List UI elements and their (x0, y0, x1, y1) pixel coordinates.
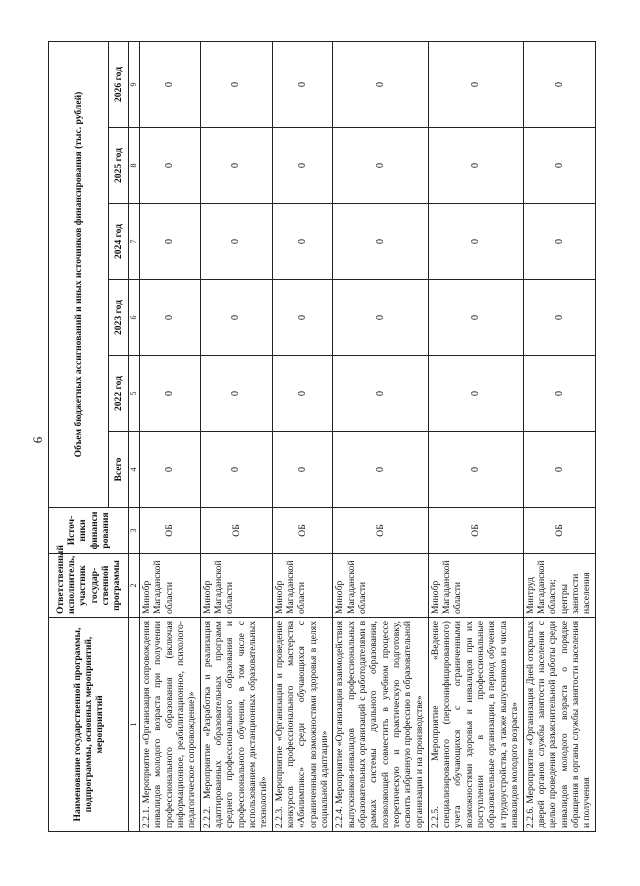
row-2025: 0 (200, 128, 272, 204)
row-2024: 0 (523, 204, 595, 280)
row-total: 0 (200, 432, 272, 508)
row-source: ОБ (200, 508, 272, 554)
row-executor: Минобр Магаданской области (333, 554, 428, 618)
row-total: 0 (428, 432, 523, 508)
column-index: 6 (129, 280, 140, 356)
header-source: Источ-ники финанси рования (49, 508, 129, 554)
header-volume: Объем бюджетных ассигнований и иных источников финансирования (тыс. рублей) (49, 41, 109, 507)
row-2026: 0 (140, 41, 201, 127)
row-2022: 0 (200, 356, 272, 432)
row-2022: 0 (428, 356, 523, 432)
row-2023: 0 (428, 280, 523, 356)
row-2024: 0 (272, 204, 333, 280)
row-2022: 0 (140, 356, 201, 432)
column-index: 7 (129, 204, 140, 280)
row-source: ОБ (272, 508, 333, 554)
header-total: Всего (109, 432, 129, 508)
table-row (428, 41, 523, 831)
row-2023: 0 (140, 280, 201, 356)
row-2023: 0 (333, 280, 428, 356)
row-2024: 0 (333, 204, 428, 280)
row-executor: Минобр Магаданской области (200, 554, 272, 618)
table-row (200, 41, 272, 831)
rotated-table-wrapper (48, 42, 596, 832)
row-source: ОБ (523, 508, 595, 554)
row-source: ОБ (140, 508, 201, 554)
row-executor: Минтруд Магаданской области; центры занятости населения (523, 554, 595, 618)
row-2022: 0 (272, 356, 333, 432)
column-index: 3 (129, 508, 140, 554)
row-2026: 0 (428, 41, 523, 127)
row-name: 2.2.1. Мероприятие «Организация сопровождения инвалидов молодого возраста при получении профессионального образования (включая информационное, реабилитационное, психолого-педагогическое сопровождение)» (140, 618, 201, 832)
header-name: Наименование государственной программы, подпрограммы, основных мероприятий, мероприятий (49, 618, 129, 832)
header-year-2023: 2023 год (109, 280, 129, 356)
row-total: 0 (272, 432, 333, 508)
row-2023: 0 (200, 280, 272, 356)
row-total: 0 (140, 432, 201, 508)
header-executor: Ответственный исполнитель, участник государ-ственной программы (49, 554, 129, 618)
row-2026: 0 (272, 41, 333, 127)
table-row (333, 41, 428, 831)
row-2025: 0 (333, 128, 428, 204)
header-year-2022: 2022 год (109, 356, 129, 432)
table-row (272, 41, 333, 831)
row-name: 2.2.5. Мероприятие «Ведение специализированного (персонифицированного) учета обучающихся с ограниченными возможностями здоровья и инвалидов при их поступлении в профессиональные образовательные организации, в период обучения и трудоустройства, а также выпускников из числа инвалидов молодого возраста» (428, 618, 523, 832)
row-name: 2.2.3. Мероприятие «Организация и проведение конкурсов профессионального мастерства «Абилимпикс» среди обучающихся с ограниченными возможностями здоровья в целях социальной адаптации» (272, 618, 333, 832)
row-2026: 0 (333, 41, 428, 127)
column-index: 4 (129, 432, 140, 508)
row-source: ОБ (333, 508, 428, 554)
row-2022: 0 (523, 356, 595, 432)
table-row (523, 41, 595, 831)
row-total: 0 (523, 432, 595, 508)
column-index: 9 (129, 41, 140, 127)
row-2026: 0 (200, 41, 272, 127)
row-executor: Минобр Магаданской области (140, 554, 201, 618)
row-2023: 0 (523, 280, 595, 356)
row-executor: Минобр Магаданской области (272, 554, 333, 618)
row-2025: 0 (523, 128, 595, 204)
row-executor: Минобр Магаданской области (428, 554, 523, 618)
header-year-2024: 2024 год (109, 204, 129, 280)
row-2022: 0 (333, 356, 428, 432)
row-2024: 0 (140, 204, 201, 280)
row-2025: 0 (140, 128, 201, 204)
row-2023: 0 (272, 280, 333, 356)
row-name: 2.2.6. Мероприятие «Организация Дней открытых дверей органов службы занятости населения с целью проведения разъяснительной работы среди инвалидов молодого возраста о порядке обращения в органы службы занятости населения и получения (523, 618, 595, 832)
page-number: 6 (30, 436, 45, 444)
column-index: 1 (129, 618, 140, 832)
row-2024: 0 (428, 204, 523, 280)
row-total: 0 (333, 432, 428, 508)
row-name: 2.2.4. Мероприятие «Организация взаимодействия выпускников-инвалидов профессиональных образовательных организаций с работодателями в рамках системы дуального образования, позволяющей совместить в учебном процессе теоретическую и практическую подготовку, освоить избранную профессию в образовательной организации и на производстве» (333, 618, 428, 832)
funding-table (48, 41, 596, 832)
table-row (140, 41, 201, 831)
header-year-2025: 2025 год (109, 128, 129, 204)
row-2025: 0 (272, 128, 333, 204)
row-2026: 0 (523, 41, 595, 127)
row-2024: 0 (200, 204, 272, 280)
column-index: 5 (129, 356, 140, 432)
row-name: 2.2.2. Мероприятие «Разработка и реализация адаптированных образовательных программ среднего профессионального образования и профессионального обучения, в том числе с использованием дистанционных образовательных технологий» (200, 618, 272, 832)
column-index: 2 (129, 554, 140, 618)
column-index: 8 (129, 128, 140, 204)
row-2025: 0 (428, 128, 523, 204)
row-source: ОБ (428, 508, 523, 554)
header-year-2026: 2026 год (109, 41, 129, 127)
